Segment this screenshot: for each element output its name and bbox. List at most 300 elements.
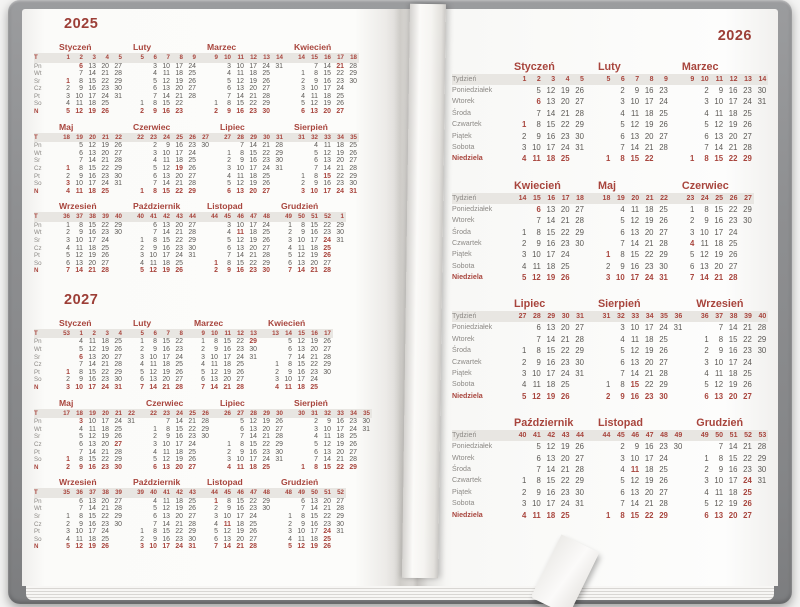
day-cell: 11 xyxy=(149,361,157,369)
day-cell xyxy=(294,63,307,71)
day-cell: 7 xyxy=(227,252,231,260)
day-cell: 27 xyxy=(175,376,183,384)
week-number: 9 xyxy=(201,329,205,337)
day-cell: 6 xyxy=(301,108,305,116)
week-number: 40 xyxy=(518,432,527,440)
day-cell: 18 xyxy=(546,510,556,520)
day-cell: 19 xyxy=(644,476,654,486)
day-cell: 6 xyxy=(79,440,83,448)
day-cell: 20 xyxy=(728,391,738,401)
day-cell: 25 xyxy=(728,238,738,248)
day-cell: 23 xyxy=(560,131,570,141)
week-number: 50 xyxy=(298,213,305,221)
day-cell: 10 xyxy=(162,62,170,70)
day-cell: 9 xyxy=(536,131,541,141)
day-cell: 3 xyxy=(288,237,292,244)
week-number: 22 xyxy=(128,409,135,417)
day-cell xyxy=(682,119,696,130)
day-cell xyxy=(272,85,285,93)
week-number: 45 xyxy=(616,432,625,440)
day-cell: 20 xyxy=(728,131,738,141)
day-cell: 1 xyxy=(606,510,611,520)
day-label: Poniedziałek xyxy=(452,204,493,213)
day-cell: 24 xyxy=(560,142,570,152)
day-cell xyxy=(272,464,285,472)
day-cell: 8 xyxy=(240,149,244,157)
week-number: 1 xyxy=(340,213,344,221)
week-number: 18 xyxy=(350,54,357,61)
day-cell: 30 xyxy=(575,487,584,497)
week-label: T xyxy=(34,409,38,417)
day-cell: 30 xyxy=(659,391,668,401)
day-cell xyxy=(514,441,528,452)
day-cell: 27 xyxy=(101,259,109,267)
month-grid xyxy=(133,488,198,551)
day-cell: 8 xyxy=(214,338,218,346)
week-label: Tydzień xyxy=(452,75,477,83)
day-cell: 16 xyxy=(88,376,96,384)
day-cell: 22 xyxy=(175,237,183,244)
day-cell: 29 xyxy=(659,380,668,390)
day-cell: 3 xyxy=(620,323,625,333)
day-cell: 10 xyxy=(149,252,157,260)
day-cell: 28 xyxy=(236,384,244,392)
day-cell: 18 xyxy=(249,172,257,180)
day-cell: 9 xyxy=(227,505,231,513)
week-number: 48 xyxy=(263,489,270,497)
month-Grudzień xyxy=(281,200,346,275)
day-cell: 17 xyxy=(249,62,257,70)
day-cell xyxy=(294,150,307,158)
day-cell: 23 xyxy=(659,86,668,95)
day-cell: 24 xyxy=(336,85,344,93)
day-cell: 24 xyxy=(175,353,183,361)
day-cell: 3 xyxy=(227,456,231,464)
day-cell: 27 xyxy=(575,204,584,214)
day-cell: 10 xyxy=(75,528,83,536)
day-cell: 25 xyxy=(101,187,109,195)
day-cell: 18 xyxy=(101,338,109,346)
week-number: 10 xyxy=(224,54,231,61)
day-cell: 18 xyxy=(175,448,183,456)
day-cell: 2 xyxy=(314,418,318,426)
week-number: 21 xyxy=(645,194,654,202)
day-cell: 30 xyxy=(362,418,370,426)
day-cell xyxy=(670,475,684,486)
day-label: Pt xyxy=(34,528,40,536)
day-cell: 2 xyxy=(140,244,144,252)
week-number: 40 xyxy=(758,313,767,321)
day-cell: 9 xyxy=(79,463,83,471)
day-cell: 20 xyxy=(175,463,183,471)
day-cell: 29 xyxy=(114,77,122,85)
month-grid xyxy=(294,133,359,196)
months-row xyxy=(452,60,768,165)
week-number: 17 xyxy=(63,409,70,417)
day-cell: 3 xyxy=(606,273,611,283)
year-title-2026: 2026 xyxy=(717,28,752,44)
day-label: So xyxy=(34,180,42,188)
day-cell: 25 xyxy=(560,510,570,520)
day-cell: 28 xyxy=(249,543,257,551)
year-title-2025: 2025 xyxy=(64,16,99,32)
week-number: 44 xyxy=(211,213,218,221)
day-cell: 9 xyxy=(718,346,724,356)
day-cell: 18 xyxy=(249,229,257,237)
day-cell: 11 xyxy=(223,520,231,528)
calendar-2025 xyxy=(34,41,406,275)
week-label: T xyxy=(34,54,38,61)
day-cell: 8 xyxy=(227,100,231,108)
day-cell: 27 xyxy=(659,131,668,141)
day-cell: 19 xyxy=(336,440,344,448)
day-cell xyxy=(133,93,146,101)
day-cell: 28 xyxy=(575,216,584,226)
day-cell: 11 xyxy=(310,92,318,100)
day-cell: 9 xyxy=(79,520,83,528)
day-cell: 25 xyxy=(323,244,331,252)
week-number: 44 xyxy=(189,213,196,221)
day-cell: 4 xyxy=(704,108,709,118)
week-number: 45 xyxy=(224,489,231,497)
month-grid xyxy=(598,193,670,284)
day-cell: 23 xyxy=(323,520,331,528)
day-cell: 17 xyxy=(323,187,331,195)
day-cell: 8 xyxy=(153,338,157,346)
day-cell: 2 xyxy=(214,108,218,116)
months-row xyxy=(34,397,372,472)
day-cell: 7 xyxy=(301,505,305,513)
day-cell xyxy=(207,93,220,101)
day-cell: 27 xyxy=(349,157,357,165)
day-cell: 6 xyxy=(227,85,231,93)
day-cell: 29 xyxy=(114,512,122,520)
day-cell: 12 xyxy=(88,142,96,150)
week-number: 31 xyxy=(298,133,305,141)
day-cell: 23 xyxy=(743,86,752,95)
week-number: 33 xyxy=(324,133,331,141)
day-label: So xyxy=(34,535,42,543)
day-cell: 11 xyxy=(236,172,244,180)
day-cell: 27 xyxy=(114,497,122,505)
day-cell xyxy=(246,369,259,377)
day-cell xyxy=(272,78,285,86)
day-cell: 8 xyxy=(79,221,83,229)
day-cell xyxy=(246,361,259,369)
day-cell: 27 xyxy=(743,131,752,141)
day-cell: 5 xyxy=(79,142,83,150)
day-cell: 14 xyxy=(236,92,244,100)
day-cell: 14 xyxy=(236,252,244,260)
day-cell: 17 xyxy=(88,237,96,244)
day-cell xyxy=(670,334,684,345)
day-cell: 25 xyxy=(659,204,668,214)
day-cell: 11 xyxy=(630,464,640,474)
day-cell xyxy=(207,85,220,93)
day-cell: 8 xyxy=(620,510,625,520)
day-cell: 23 xyxy=(728,216,738,226)
day-cell: 4 xyxy=(214,520,218,528)
day-cell xyxy=(133,157,146,165)
day-cell: 19 xyxy=(644,216,654,226)
day-cell xyxy=(514,322,528,333)
day-cell: 27 xyxy=(728,261,738,271)
day-cell: 19 xyxy=(310,543,318,551)
day-cell: 13 xyxy=(323,448,331,456)
day-cell: 22 xyxy=(560,346,570,356)
day-cell: 23 xyxy=(175,346,183,354)
day-cell: 29 xyxy=(114,456,122,464)
day-cell xyxy=(59,338,72,346)
day-cell: 17 xyxy=(175,149,183,157)
day-cell xyxy=(754,108,768,119)
day-cell xyxy=(598,119,612,130)
day-cell: 24 xyxy=(175,543,183,551)
day-cell: 18 xyxy=(644,464,654,474)
day-cell: 14 xyxy=(323,164,331,172)
day-cell: 16 xyxy=(714,216,724,226)
week-number: 39 xyxy=(102,213,109,221)
day-cell: 3 xyxy=(66,528,70,536)
day-cell: 13 xyxy=(162,221,170,229)
day-cell: 8 xyxy=(301,221,305,229)
day-cell xyxy=(281,498,294,506)
day-cell xyxy=(133,513,146,521)
day-cell: 23 xyxy=(262,157,270,165)
day-cell xyxy=(346,100,359,108)
day-cell: 7 xyxy=(153,92,157,100)
day-cell: 18 xyxy=(297,384,305,392)
day-cell xyxy=(670,453,684,464)
day-cell: 16 xyxy=(644,86,654,95)
day-cell: 25 xyxy=(323,535,331,543)
day-label: Cz xyxy=(34,520,42,528)
month-Wrzesień xyxy=(696,297,768,402)
day-cell: 31 xyxy=(275,456,283,464)
day-cell: 24 xyxy=(262,62,270,70)
day-cell: 10 xyxy=(75,92,83,100)
months-row xyxy=(34,200,346,275)
day-label: Niedziela xyxy=(452,154,483,163)
day-cell: 14 xyxy=(630,238,640,248)
day-cell: 12 xyxy=(714,380,724,390)
day-labels-column xyxy=(34,317,50,392)
page-edge-stack xyxy=(26,586,774,600)
day-cell: 31 xyxy=(114,180,122,188)
day-cell: 14 xyxy=(546,464,556,474)
day-cell: 16 xyxy=(236,267,244,275)
day-cell: 30 xyxy=(114,229,122,237)
day-cell: 10 xyxy=(162,440,170,448)
day-cell: 25 xyxy=(349,142,357,150)
day-cell: 16 xyxy=(223,346,231,354)
day-cell: 5 xyxy=(620,120,625,130)
day-cell: 28 xyxy=(575,334,584,344)
day-label: Niedziela xyxy=(452,391,483,400)
day-cell xyxy=(133,142,146,150)
day-cell: 1 xyxy=(201,338,205,346)
calendar-2027 xyxy=(34,317,406,551)
year-title-2027: 2027 xyxy=(64,291,99,308)
day-cell: 7 xyxy=(536,108,541,118)
month-Sierpień xyxy=(294,397,372,472)
day-cell: 6 xyxy=(620,357,625,367)
day-cell: 7 xyxy=(66,267,70,275)
day-cell: 12 xyxy=(546,86,556,95)
day-cell: 19 xyxy=(560,86,570,95)
day-cell: 28 xyxy=(114,505,122,513)
day-cell xyxy=(670,368,684,379)
day-cell: 12 xyxy=(297,338,305,346)
day-cell: 4 xyxy=(620,108,625,118)
day-cell: 23 xyxy=(560,238,570,248)
day-cell xyxy=(198,173,211,181)
day-cell: 13 xyxy=(323,157,331,165)
day-cell: 13 xyxy=(630,131,640,141)
day-cell: 20 xyxy=(336,157,344,165)
week-number: 21 xyxy=(102,133,109,141)
day-cell xyxy=(359,449,372,457)
day-cell: 2 xyxy=(275,368,279,376)
day-cell: 30 xyxy=(114,463,122,471)
day-cell: 20 xyxy=(336,448,344,456)
day-cell: 18 xyxy=(249,463,257,471)
day-cell: 29 xyxy=(575,346,584,356)
month-Luty xyxy=(598,60,670,165)
day-cell: 8 xyxy=(153,528,157,536)
day-cell: 7 xyxy=(166,418,170,426)
day-cell: 8 xyxy=(536,227,541,237)
day-cell: 8 xyxy=(227,497,231,505)
day-cell: 23 xyxy=(743,464,752,474)
day-cell xyxy=(59,354,72,362)
month-name: Grudzień xyxy=(281,477,319,488)
day-cell: 6 xyxy=(79,62,83,70)
day-label: Sobota xyxy=(452,142,475,151)
day-cell: 31 xyxy=(336,237,344,244)
day-cell: 25 xyxy=(188,70,196,78)
day-cell: 2 xyxy=(140,346,144,354)
day-cell: 26 xyxy=(575,86,584,95)
week-number: 43 xyxy=(189,489,196,497)
day-cell: 17 xyxy=(336,425,344,433)
day-cell: 27 xyxy=(349,448,357,456)
day-cell: 29 xyxy=(743,154,752,164)
day-cell xyxy=(198,180,211,188)
day-cell: 26 xyxy=(188,456,196,464)
day-cell: 21 xyxy=(223,384,231,392)
day-cell: 16 xyxy=(297,368,305,376)
month-Lipiec xyxy=(514,297,586,402)
day-cell xyxy=(320,376,333,384)
day-cell: 31 xyxy=(362,425,370,433)
week-number: 43 xyxy=(561,432,570,440)
week-number: 6 xyxy=(153,329,157,337)
day-cell: 1 xyxy=(66,164,70,172)
day-cell: 14 xyxy=(223,543,231,551)
day-cell: 16 xyxy=(88,520,96,528)
day-cell: 5 xyxy=(140,368,144,376)
day-cell: 5 xyxy=(689,250,695,260)
day-cell: 25 xyxy=(560,154,570,164)
month-grid xyxy=(514,74,586,165)
day-cell: 20 xyxy=(175,221,183,229)
day-cell: 11 xyxy=(631,108,640,118)
day-cell: 14 xyxy=(210,384,218,392)
day-cell: 31 xyxy=(114,92,122,100)
month-Grudzień xyxy=(696,416,768,521)
day-cell: 1 xyxy=(66,368,70,376)
day-cell: 11 xyxy=(532,510,541,520)
day-cell xyxy=(111,252,124,260)
month-name: Luty xyxy=(133,317,152,328)
day-cell: 26 xyxy=(175,267,183,275)
day-cell: 22 xyxy=(175,338,183,346)
day-cell: 30 xyxy=(275,157,283,165)
day-cell: 11 xyxy=(714,487,724,497)
week-number: 34 xyxy=(337,133,344,141)
day-cell: 6 xyxy=(153,172,157,180)
day-cell: 31 xyxy=(249,353,257,361)
day-cell: 20 xyxy=(101,353,109,361)
day-cell: 4 xyxy=(79,338,83,346)
day-cell: 19 xyxy=(88,252,96,260)
day-cell xyxy=(59,498,72,506)
day-cell: 8 xyxy=(79,368,83,376)
month-grid xyxy=(696,311,768,402)
day-cell: 15 xyxy=(223,338,231,346)
day-cell: 10 xyxy=(630,323,640,333)
day-cell: 11 xyxy=(700,238,709,248)
day-cell: 25 xyxy=(743,108,752,118)
day-cell: 22 xyxy=(323,512,331,520)
day-label: Pt xyxy=(34,368,40,376)
day-cell: 29 xyxy=(575,476,584,486)
day-label: Wt xyxy=(34,149,42,157)
month-grid xyxy=(59,329,124,392)
day-cell xyxy=(198,441,211,449)
day-cell: 19 xyxy=(236,528,244,536)
day-cell: 5 xyxy=(227,77,231,85)
day-cell: 28 xyxy=(101,267,109,275)
day-cell xyxy=(346,108,359,116)
day-cell xyxy=(598,131,612,142)
day-cell: 1 xyxy=(522,227,527,237)
day-cell: 3 xyxy=(227,221,231,229)
day-cell: 20 xyxy=(560,97,570,107)
day-cell: 2 xyxy=(704,346,709,356)
day-cell: 4 xyxy=(227,229,231,237)
day-cell: 21 xyxy=(101,448,109,456)
month-Luty xyxy=(133,317,185,392)
day-cell: 31 xyxy=(575,142,584,152)
day-cell: 26 xyxy=(659,346,668,356)
day-cell: 21 xyxy=(101,505,109,513)
day-cell xyxy=(207,245,220,253)
week-number: 9 xyxy=(214,54,218,61)
day-cell: 14 xyxy=(88,448,96,456)
day-cell: 3 xyxy=(201,353,205,361)
day-labels-column xyxy=(34,121,50,196)
month-grid xyxy=(682,193,754,284)
day-cell: 15 xyxy=(249,149,257,157)
month-grid xyxy=(207,53,285,116)
week-number: 31 xyxy=(602,313,611,321)
day-cell: 15 xyxy=(630,510,640,520)
day-label: Pt xyxy=(34,448,40,456)
day-cell: 10 xyxy=(223,512,231,520)
week-label: T xyxy=(34,329,38,337)
